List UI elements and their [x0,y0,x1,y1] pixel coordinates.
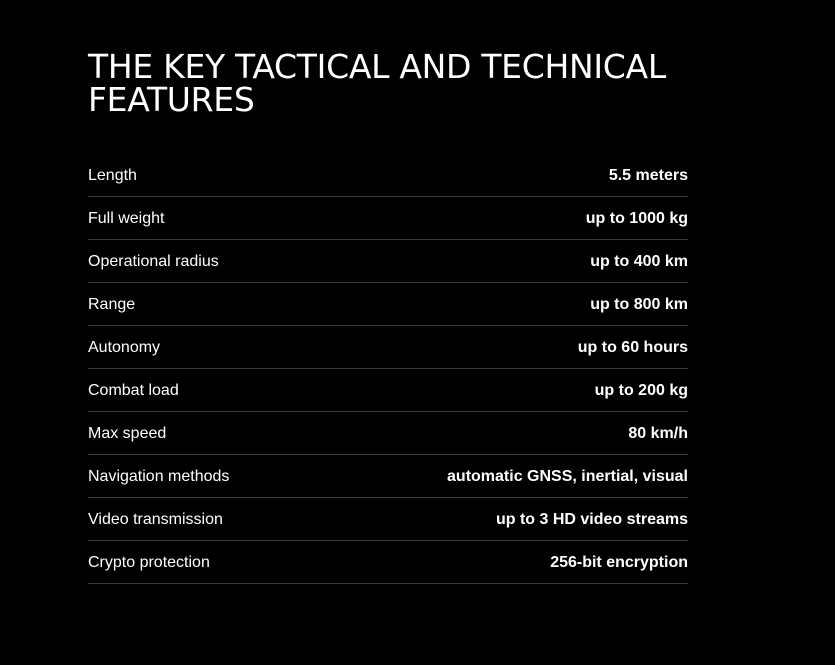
spec-value: 256-bit encryption [550,554,688,571]
page-title: THE KEY TACTICAL AND TECHNICAL FEATURES [88,47,666,119]
spec-value: 5.5 meters [608,167,688,184]
spec-row-autonomy [88,326,688,369]
spec-value: automatic GNSS, inertial, visual [447,468,688,485]
spec-row-full-weight [88,197,688,240]
spec-row-operational-radius [88,240,688,283]
spec-value: up to 800 km [590,296,688,313]
spec-label: Video transmission [88,511,223,528]
spec-label: Full weight [88,210,165,227]
spec-value: 80 km/h [628,425,688,442]
spec-label: Operational radius [88,253,219,270]
spec-row-range [88,283,688,326]
spec-row-crypto-protection [88,541,688,584]
spec-label: Autonomy [88,339,161,356]
specs-table [88,154,688,584]
spec-label: Max speed [88,425,167,442]
spec-label: Navigation methods [88,468,230,485]
spec-row-length [88,154,688,197]
spec-label: Length [88,167,137,184]
spec-value: up to 200 kg [594,382,688,399]
spec-row-combat-load [88,369,688,412]
spec-row-navigation-methods [88,455,688,498]
spec-value: up to 1000 kg [585,210,688,227]
spec-value: up to 60 hours [577,339,688,356]
spec-label: Range [88,296,136,313]
spec-row-max-speed [88,412,688,455]
spec-label: Crypto protection [88,554,210,571]
spec-value: up to 3 HD video streams [495,511,688,528]
spec-value: up to 400 km [590,253,688,270]
spec-row-video-transmission [88,498,688,541]
spec-label: Combat load [88,382,179,399]
